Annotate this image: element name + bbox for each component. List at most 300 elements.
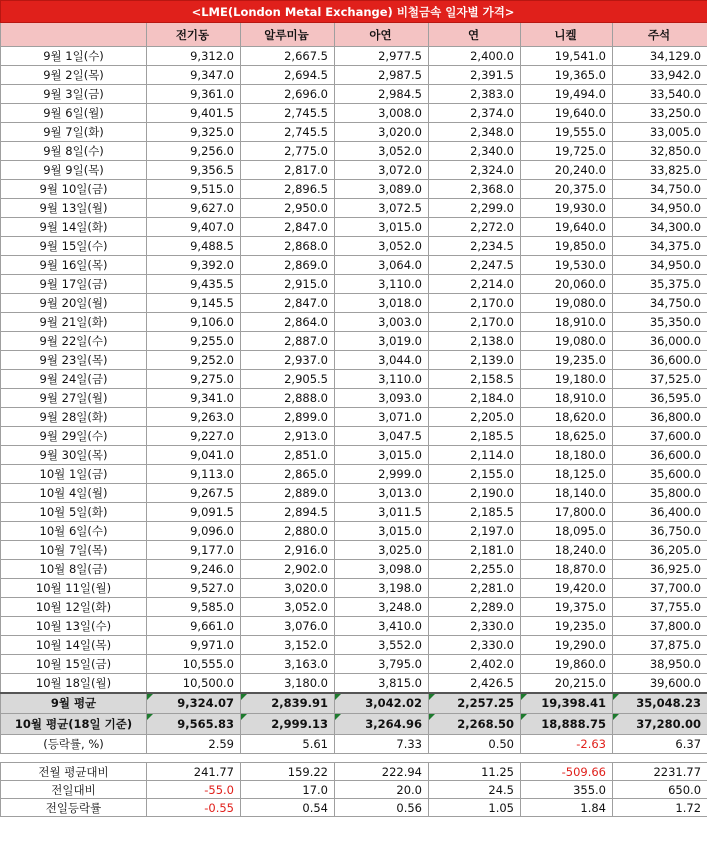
row-label: 전월 평균대비 bbox=[1, 763, 147, 781]
value-cell: 20,375.0 bbox=[521, 180, 613, 199]
row-label: 9월 7일(화) bbox=[1, 123, 147, 142]
value-cell: 18,095.0 bbox=[521, 522, 613, 541]
value-cell: 36,925.0 bbox=[613, 560, 707, 579]
value-cell: 2,138.0 bbox=[429, 332, 521, 351]
value-cell: 2,185.5 bbox=[429, 427, 521, 446]
value-cell: 9,267.5 bbox=[147, 484, 241, 503]
value-cell: 18,240.0 bbox=[521, 541, 613, 560]
value-cell: 2,255.0 bbox=[429, 560, 521, 579]
value-cell: 9,145.5 bbox=[147, 294, 241, 313]
table-row bbox=[1, 522, 707, 541]
value-cell: 2,869.0 bbox=[241, 256, 335, 275]
value-cell: 33,005.0 bbox=[613, 123, 707, 142]
table-row bbox=[1, 275, 707, 294]
table-row bbox=[1, 180, 707, 199]
value-cell: 2,383.0 bbox=[429, 85, 521, 104]
value-cell: 9,488.5 bbox=[147, 237, 241, 256]
value-cell: 2,984.5 bbox=[335, 85, 429, 104]
value-cell: 1.05 bbox=[429, 799, 521, 817]
value-cell: 2,839.91 bbox=[241, 693, 335, 714]
table-row bbox=[1, 560, 707, 579]
value-cell: 32,850.0 bbox=[613, 142, 707, 161]
value-cell: 35,600.0 bbox=[613, 465, 707, 484]
row-label: 9월 1일(수) bbox=[1, 47, 147, 66]
value-cell: 18,910.0 bbox=[521, 313, 613, 332]
value-cell: 34,375.0 bbox=[613, 237, 707, 256]
value-cell: 2,896.5 bbox=[241, 180, 335, 199]
value-cell: 3,052.0 bbox=[335, 142, 429, 161]
column-header: 전기동 bbox=[147, 23, 241, 47]
value-cell: 37,600.0 bbox=[613, 427, 707, 446]
value-cell: 2,426.5 bbox=[429, 674, 521, 693]
table-row bbox=[1, 427, 707, 446]
value-cell: 2,340.0 bbox=[429, 142, 521, 161]
value-cell: 17.0 bbox=[241, 781, 335, 799]
value-cell: 36,205.0 bbox=[613, 541, 707, 560]
value-cell: 2,696.0 bbox=[241, 85, 335, 104]
value-cell: 2,170.0 bbox=[429, 294, 521, 313]
value-cell: 355.0 bbox=[521, 781, 613, 799]
value-cell: 9,263.0 bbox=[147, 408, 241, 427]
value-cell: 2,184.0 bbox=[429, 389, 521, 408]
row-label: 9월 29일(수) bbox=[1, 427, 147, 446]
value-cell: 19,860.0 bbox=[521, 655, 613, 674]
value-cell: 6.37 bbox=[613, 735, 707, 754]
value-cell: 34,950.0 bbox=[613, 199, 707, 218]
value-cell: 3,795.0 bbox=[335, 655, 429, 674]
column-header: 알루미늄 bbox=[241, 23, 335, 47]
value-cell: 19,555.0 bbox=[521, 123, 613, 142]
row-label: 10월 4일(월) bbox=[1, 484, 147, 503]
table-row bbox=[1, 218, 707, 237]
row-label: 10월 7일(목) bbox=[1, 541, 147, 560]
value-cell: 9,041.0 bbox=[147, 446, 241, 465]
value-cell: 2,865.0 bbox=[241, 465, 335, 484]
value-cell: 18,888.75 bbox=[521, 714, 613, 735]
value-cell: 2,330.0 bbox=[429, 617, 521, 636]
value-cell: 2,847.0 bbox=[241, 294, 335, 313]
table-row bbox=[1, 47, 707, 66]
value-cell: 2,234.5 bbox=[429, 237, 521, 256]
value-cell: 222.94 bbox=[335, 763, 429, 781]
row-label: 10월 8일(금) bbox=[1, 560, 147, 579]
value-cell: 9,256.0 bbox=[147, 142, 241, 161]
value-cell: 9,527.0 bbox=[147, 579, 241, 598]
table-row bbox=[1, 123, 707, 142]
value-cell: 36,600.0 bbox=[613, 351, 707, 370]
row-label: 10월 5일(화) bbox=[1, 503, 147, 522]
table-row bbox=[1, 332, 707, 351]
value-cell: 3,019.0 bbox=[335, 332, 429, 351]
value-cell: 9,407.0 bbox=[147, 218, 241, 237]
value-cell: 20.0 bbox=[335, 781, 429, 799]
value-cell: 2,257.25 bbox=[429, 693, 521, 714]
value-cell: 3,110.0 bbox=[335, 370, 429, 389]
value-cell: 2,139.0 bbox=[429, 351, 521, 370]
value-cell: 35,375.0 bbox=[613, 275, 707, 294]
value-cell: 11.25 bbox=[429, 763, 521, 781]
row-label: 9월 22일(수) bbox=[1, 332, 147, 351]
table-row bbox=[1, 142, 707, 161]
value-cell: 3,011.5 bbox=[335, 503, 429, 522]
value-cell: 9,324.07 bbox=[147, 693, 241, 714]
value-cell: 9,227.0 bbox=[147, 427, 241, 446]
value-cell: 3,020.0 bbox=[335, 123, 429, 142]
value-cell: 37,875.0 bbox=[613, 636, 707, 655]
row-label: 10월 18일(월) bbox=[1, 674, 147, 693]
value-cell: 2,348.0 bbox=[429, 123, 521, 142]
value-cell: 3,152.0 bbox=[241, 636, 335, 655]
value-cell: 2,190.0 bbox=[429, 484, 521, 503]
value-cell: 3,248.0 bbox=[335, 598, 429, 617]
value-cell: 9,113.0 bbox=[147, 465, 241, 484]
value-cell: 2,281.0 bbox=[429, 579, 521, 598]
value-cell: 1.84 bbox=[521, 799, 613, 817]
value-cell: 19,420.0 bbox=[521, 579, 613, 598]
value-cell: 34,950.0 bbox=[613, 256, 707, 275]
value-cell: 2,330.0 bbox=[429, 636, 521, 655]
value-cell: -509.66 bbox=[521, 763, 613, 781]
value-cell: 36,750.0 bbox=[613, 522, 707, 541]
value-cell: 2,915.0 bbox=[241, 275, 335, 294]
value-cell: 9,246.0 bbox=[147, 560, 241, 579]
value-cell: 2,847.0 bbox=[241, 218, 335, 237]
value-cell: 37,525.0 bbox=[613, 370, 707, 389]
row-label: 10월 11일(월) bbox=[1, 579, 147, 598]
value-cell: 3,098.0 bbox=[335, 560, 429, 579]
value-cell: 9,361.0 bbox=[147, 85, 241, 104]
value-cell: 2,864.0 bbox=[241, 313, 335, 332]
value-cell: 18,910.0 bbox=[521, 389, 613, 408]
value-cell: 37,700.0 bbox=[613, 579, 707, 598]
row-label: 9월 16일(목) bbox=[1, 256, 147, 275]
value-cell: 39,600.0 bbox=[613, 674, 707, 693]
value-cell: 9,585.0 bbox=[147, 598, 241, 617]
value-cell: 2,402.0 bbox=[429, 655, 521, 674]
value-cell: 2,289.0 bbox=[429, 598, 521, 617]
value-cell: 2,894.5 bbox=[241, 503, 335, 522]
value-cell: 19,235.0 bbox=[521, 617, 613, 636]
value-cell: 38,950.0 bbox=[613, 655, 707, 674]
value-cell: 2,888.0 bbox=[241, 389, 335, 408]
row-label: 9월 15일(수) bbox=[1, 237, 147, 256]
value-cell: 19,375.0 bbox=[521, 598, 613, 617]
value-cell: 33,825.0 bbox=[613, 161, 707, 180]
row-label: 9월 28일(화) bbox=[1, 408, 147, 427]
value-cell: 36,400.0 bbox=[613, 503, 707, 522]
value-cell: 20,240.0 bbox=[521, 161, 613, 180]
value-cell: 34,750.0 bbox=[613, 180, 707, 199]
value-cell: 3,071.0 bbox=[335, 408, 429, 427]
value-cell: 19,290.0 bbox=[521, 636, 613, 655]
value-cell: 19,080.0 bbox=[521, 294, 613, 313]
value-cell: 24.5 bbox=[429, 781, 521, 799]
value-cell: 9,401.5 bbox=[147, 104, 241, 123]
value-cell: 3,047.5 bbox=[335, 427, 429, 446]
header-row bbox=[1, 23, 707, 47]
value-cell: -55.0 bbox=[147, 781, 241, 799]
value-cell: 37,755.0 bbox=[613, 598, 707, 617]
value-cell: 2,268.50 bbox=[429, 714, 521, 735]
column-header: 연 bbox=[429, 23, 521, 47]
value-cell: 33,540.0 bbox=[613, 85, 707, 104]
value-cell: 3,013.0 bbox=[335, 484, 429, 503]
table-title-row bbox=[1, 1, 707, 23]
value-cell: 10,500.0 bbox=[147, 674, 241, 693]
value-cell: 33,942.0 bbox=[613, 66, 707, 85]
table-row bbox=[1, 465, 707, 484]
value-cell: 18,140.0 bbox=[521, 484, 613, 503]
value-cell: 0.56 bbox=[335, 799, 429, 817]
value-cell: 18,180.0 bbox=[521, 446, 613, 465]
table-row bbox=[1, 237, 707, 256]
table-row bbox=[1, 66, 707, 85]
value-cell: 37,280.00 bbox=[613, 714, 707, 735]
value-cell: 9,565.83 bbox=[147, 714, 241, 735]
table-row bbox=[1, 579, 707, 598]
value-cell: 36,600.0 bbox=[613, 446, 707, 465]
table-row bbox=[1, 484, 707, 503]
value-cell: 9,661.0 bbox=[147, 617, 241, 636]
value-cell: 19,080.0 bbox=[521, 332, 613, 351]
value-cell: 2,214.0 bbox=[429, 275, 521, 294]
value-cell: 33,250.0 bbox=[613, 104, 707, 123]
value-cell: 19,930.0 bbox=[521, 199, 613, 218]
value-cell: 19,365.0 bbox=[521, 66, 613, 85]
row-label: 9월 30일(목) bbox=[1, 446, 147, 465]
value-cell: 3,052.0 bbox=[241, 598, 335, 617]
table-row bbox=[1, 256, 707, 275]
value-cell: 19,235.0 bbox=[521, 351, 613, 370]
value-cell: 3,025.0 bbox=[335, 541, 429, 560]
table-row bbox=[1, 389, 707, 408]
value-cell: 19,541.0 bbox=[521, 47, 613, 66]
value-cell: 9,091.5 bbox=[147, 503, 241, 522]
row-label: 9월 20일(월) bbox=[1, 294, 147, 313]
table-row bbox=[1, 85, 707, 104]
value-cell: 19,398.41 bbox=[521, 693, 613, 714]
value-cell: 10,555.0 bbox=[147, 655, 241, 674]
value-cell: 2,913.0 bbox=[241, 427, 335, 446]
table-title: <LME(London Metal Exchange) 비철금속 일자별 가격> bbox=[1, 1, 707, 23]
value-cell: 3,064.0 bbox=[335, 256, 429, 275]
value-cell: 2,400.0 bbox=[429, 47, 521, 66]
table-row bbox=[1, 617, 707, 636]
table-row bbox=[1, 104, 707, 123]
value-cell: 2,745.5 bbox=[241, 123, 335, 142]
value-cell: 9,325.0 bbox=[147, 123, 241, 142]
value-cell: -0.55 bbox=[147, 799, 241, 817]
value-cell: 3,072.0 bbox=[335, 161, 429, 180]
row-label: 10월 12일(화) bbox=[1, 598, 147, 617]
row-label: 전일대비 bbox=[1, 781, 147, 799]
value-cell: 2,937.0 bbox=[241, 351, 335, 370]
value-cell: 2,899.0 bbox=[241, 408, 335, 427]
table-row bbox=[1, 351, 707, 370]
value-cell: 2,197.0 bbox=[429, 522, 521, 541]
value-cell: 2,694.5 bbox=[241, 66, 335, 85]
value-cell: 19,725.0 bbox=[521, 142, 613, 161]
value-cell: 19,494.0 bbox=[521, 85, 613, 104]
summary-row bbox=[1, 693, 707, 714]
row-label: 9월 17일(금) bbox=[1, 275, 147, 294]
value-cell: 2,299.0 bbox=[429, 199, 521, 218]
value-cell: 9,275.0 bbox=[147, 370, 241, 389]
value-cell: 3,072.5 bbox=[335, 199, 429, 218]
value-cell: 2,114.0 bbox=[429, 446, 521, 465]
value-cell: 3,093.0 bbox=[335, 389, 429, 408]
row-label: 9월 3일(금) bbox=[1, 85, 147, 104]
value-cell: 3,076.0 bbox=[241, 617, 335, 636]
row-label: 9월 9일(목) bbox=[1, 161, 147, 180]
value-cell: 3,015.0 bbox=[335, 446, 429, 465]
value-cell: 241.77 bbox=[147, 763, 241, 781]
value-cell: 0.50 bbox=[429, 735, 521, 754]
value-cell: 9,356.5 bbox=[147, 161, 241, 180]
value-cell: 9,177.0 bbox=[147, 541, 241, 560]
value-cell: 3,410.0 bbox=[335, 617, 429, 636]
value-cell: 2,158.5 bbox=[429, 370, 521, 389]
row-label: 9월 8일(수) bbox=[1, 142, 147, 161]
value-cell: 37,800.0 bbox=[613, 617, 707, 636]
value-cell: 35,800.0 bbox=[613, 484, 707, 503]
spacer-row bbox=[1, 754, 707, 763]
value-cell: 2.59 bbox=[147, 735, 241, 754]
column-header: 아연 bbox=[335, 23, 429, 47]
value-cell: 2,185.5 bbox=[429, 503, 521, 522]
row-label: 9월 23일(목) bbox=[1, 351, 147, 370]
table-row bbox=[1, 313, 707, 332]
value-cell: 3,264.96 bbox=[335, 714, 429, 735]
value-cell: 36,800.0 bbox=[613, 408, 707, 427]
value-cell: 35,350.0 bbox=[613, 313, 707, 332]
value-cell: 2,745.5 bbox=[241, 104, 335, 123]
table-row bbox=[1, 598, 707, 617]
value-cell: 9,627.0 bbox=[147, 199, 241, 218]
value-cell: 2,170.0 bbox=[429, 313, 521, 332]
value-cell: 2,889.0 bbox=[241, 484, 335, 503]
value-cell: 3,089.0 bbox=[335, 180, 429, 199]
value-cell: 2,667.5 bbox=[241, 47, 335, 66]
value-cell: 19,640.0 bbox=[521, 218, 613, 237]
table-row bbox=[1, 503, 707, 522]
value-cell: 18,620.0 bbox=[521, 408, 613, 427]
value-cell: 2,817.0 bbox=[241, 161, 335, 180]
row-label: 9월 13일(월) bbox=[1, 199, 147, 218]
value-cell: -2.63 bbox=[521, 735, 613, 754]
table-row bbox=[1, 446, 707, 465]
value-cell: 9,515.0 bbox=[147, 180, 241, 199]
value-cell: 3,042.02 bbox=[335, 693, 429, 714]
column-header: 주석 bbox=[613, 23, 707, 47]
value-cell: 9,971.0 bbox=[147, 636, 241, 655]
row-label: 10월 6일(수) bbox=[1, 522, 147, 541]
value-cell: 2231.77 bbox=[613, 763, 707, 781]
value-cell: 3,110.0 bbox=[335, 275, 429, 294]
table-row bbox=[1, 161, 707, 180]
value-cell: 36,595.0 bbox=[613, 389, 707, 408]
value-cell: 2,977.5 bbox=[335, 47, 429, 66]
row-label: 9월 평균 bbox=[1, 693, 147, 714]
value-cell: 2,851.0 bbox=[241, 446, 335, 465]
summary-row bbox=[1, 714, 707, 735]
value-cell: 2,272.0 bbox=[429, 218, 521, 237]
value-cell: 9,312.0 bbox=[147, 47, 241, 66]
value-cell: 35,048.23 bbox=[613, 693, 707, 714]
value-cell: 3,020.0 bbox=[241, 579, 335, 598]
value-cell: 2,368.0 bbox=[429, 180, 521, 199]
value-cell: 9,347.0 bbox=[147, 66, 241, 85]
value-cell: 34,129.0 bbox=[613, 47, 707, 66]
value-cell: 2,880.0 bbox=[241, 522, 335, 541]
value-cell: 2,987.5 bbox=[335, 66, 429, 85]
value-cell: 9,106.0 bbox=[147, 313, 241, 332]
value-cell: 3,015.0 bbox=[335, 522, 429, 541]
row-label: 10월 15일(금) bbox=[1, 655, 147, 674]
row-label: 10월 13일(수) bbox=[1, 617, 147, 636]
value-cell: 3,003.0 bbox=[335, 313, 429, 332]
value-cell: 2,999.0 bbox=[335, 465, 429, 484]
table-row bbox=[1, 199, 707, 218]
row-label: 9월 6일(월) bbox=[1, 104, 147, 123]
table-row bbox=[1, 674, 707, 693]
value-cell: 36,000.0 bbox=[613, 332, 707, 351]
value-cell: 18,625.0 bbox=[521, 427, 613, 446]
row-label: 전일등락률 bbox=[1, 799, 147, 817]
table-row bbox=[1, 655, 707, 674]
value-cell: 34,750.0 bbox=[613, 294, 707, 313]
value-cell: 2,950.0 bbox=[241, 199, 335, 218]
value-cell: 9,255.0 bbox=[147, 332, 241, 351]
row-label: 10월 1일(금) bbox=[1, 465, 147, 484]
value-cell: 34,300.0 bbox=[613, 218, 707, 237]
table-row bbox=[1, 541, 707, 560]
change-pct-row bbox=[1, 735, 707, 754]
row-label: (등락률, %) bbox=[1, 735, 147, 754]
value-cell: 2,391.5 bbox=[429, 66, 521, 85]
value-cell: 18,870.0 bbox=[521, 560, 613, 579]
column-header: 니켈 bbox=[521, 23, 613, 47]
value-cell: 2,247.5 bbox=[429, 256, 521, 275]
value-cell: 3,008.0 bbox=[335, 104, 429, 123]
header-corner bbox=[1, 23, 147, 47]
value-cell: 19,640.0 bbox=[521, 104, 613, 123]
table-row bbox=[1, 636, 707, 655]
value-cell: 3,163.0 bbox=[241, 655, 335, 674]
value-cell: 1.72 bbox=[613, 799, 707, 817]
value-cell: 2,205.0 bbox=[429, 408, 521, 427]
value-cell: 20,215.0 bbox=[521, 674, 613, 693]
spacer bbox=[1, 754, 707, 763]
value-cell: 5.61 bbox=[241, 735, 335, 754]
value-cell: 9,252.0 bbox=[147, 351, 241, 370]
table-row bbox=[1, 408, 707, 427]
value-cell: 9,392.0 bbox=[147, 256, 241, 275]
row-label: 9월 2일(목) bbox=[1, 66, 147, 85]
value-cell: 19,180.0 bbox=[521, 370, 613, 389]
comparison-row bbox=[1, 781, 707, 799]
row-label: 10월 평균(18일 기준) bbox=[1, 714, 147, 735]
table-row bbox=[1, 370, 707, 389]
value-cell: 2,155.0 bbox=[429, 465, 521, 484]
row-label: 9월 24일(금) bbox=[1, 370, 147, 389]
value-cell: 3,180.0 bbox=[241, 674, 335, 693]
value-cell: 2,181.0 bbox=[429, 541, 521, 560]
value-cell: 2,324.0 bbox=[429, 161, 521, 180]
value-cell: 2,868.0 bbox=[241, 237, 335, 256]
value-cell: 19,850.0 bbox=[521, 237, 613, 256]
value-cell: 9,435.5 bbox=[147, 275, 241, 294]
